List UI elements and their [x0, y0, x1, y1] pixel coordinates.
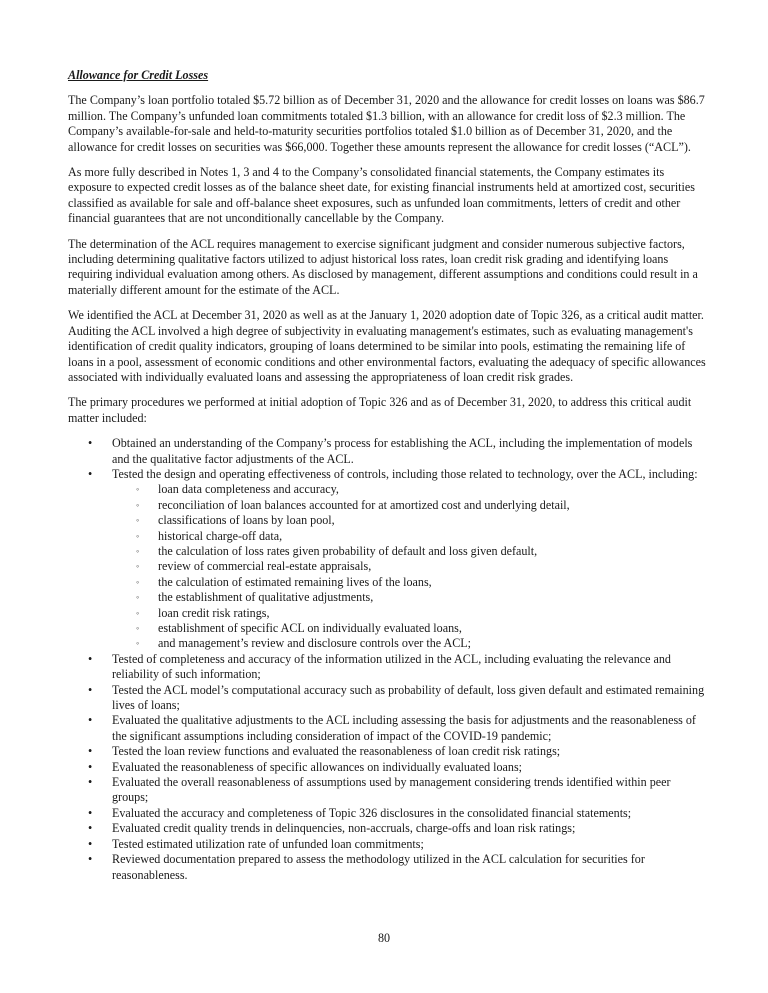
sub-bullet-icon: ◦	[136, 499, 140, 510]
bullet-icon: •	[88, 436, 93, 451]
sub-bullet-icon: ◦	[136, 515, 140, 526]
controls-sublist	[112, 482, 708, 651]
sub-bullet-icon: ◦	[136, 545, 140, 556]
sub-bullet-icon: ◦	[136, 530, 140, 541]
sub-list-item: ◦ the calculation of estimated remaining lives of the loans,	[136, 574, 432, 589]
sub-list-item: ◦ loan data completeness and accuracy,	[136, 482, 339, 497]
list-item: • Tested the design and operating effectiveness of controls, including those related to technology, over the ACL, including: ◦ loan data completeness and accuracy, ◦ reconciliation of loan balances accounted for at amortized cost and underlying detail, ◦ classifications of loans by loan pool, ◦ historical charge-off data, ◦ the calculation of loss rates given probability of default and loss given default, ◦ review of commercial real-estate appraisals, ◦ the calculation of estimated remaining lives of the loans, ◦ the establishment of qualitative adjustments, ◦ loan credit risk ratings, ◦ establishment of specific ACL on individually evaluated loans, ◦ and management’s review and disclosure controls over the ACL;	[112, 467, 708, 652]
bullet-icon: •	[88, 682, 93, 697]
list-item: • Evaluated the qualitative adjustments to the ACL including assessing the basis for adjustments and the reasonableness of the significant assumptions including consideration of impact of the COVID-19 pandemic;	[88, 713, 696, 743]
document-page	[68, 68, 708, 883]
sub-list-item: ◦ classifications of loans by loan pool,	[136, 513, 335, 528]
list-item: • Reviewed documentation prepared to assess the methodology utilized in the ACL calculation for securities for reasonableness.	[88, 852, 645, 882]
sub-list-item: ◦ the calculation of loss rates given probability of default and loss given default,	[136, 543, 538, 558]
sub-list-item: ◦ establishment of specific ACL on individually evaluated loans,	[136, 621, 462, 635]
bullet-icon: •	[88, 651, 93, 666]
paragraph-procedures-intro: The primary procedures we performed at initial adoption of Topic 326 and as of December 31, 2020, to address this critical audit matter included:	[68, 395, 692, 425]
bullet-icon: •	[88, 852, 93, 867]
list-item: • Evaluated credit quality trends in delinquencies, non-accruals, charge-offs and loan risk ratings;	[88, 821, 576, 836]
paragraph-critical-audit-matter: We identified the ACL at December 31, 2020 as well as at the January 1, 2020 adoption date of Topic 326, as a critical audit matter. Auditing the ACL involved a high degree of subjectivity in evaluating management's estimates, such as evaluating management's identification of credit quality indicators, grouping of loans determined to be similar into pools, estimating the remaining life of loans in a pool, assessment of economic conditions and other environmental factors, evaluating the adequacy of specific allowances associated with individually evaluated loans and assessing the appropriateness of loan credit risk grades.	[68, 308, 706, 384]
bullet-icon: •	[88, 713, 93, 728]
paragraph-acl-summary: The Company’s loan portfolio totaled $5.72 billion as of December 31, 2020 and the allowance for credit losses on loans was $86.7 million. The Company’s unfunded loan commitments totaled $1.3 billion, with an allowance for credit loss of $2.3 million. The Company’s available-for-sale and held-to-maturity securities portfolios totaled $1.0 billion as of December 31, 2020, and the allowance for credit losses on securities was $66,000. Together these amounts represent the allowance for credit losses (“ACL”).	[68, 93, 705, 154]
bullet-icon: •	[88, 775, 93, 790]
paragraph-judgment: The determination of the ACL requires management to exercise significant judgment and consider numerous subjective factors, including determining qualitative factors utilized to adjust historical loss rates, loan credit risk grading and identifying loans requiring individual evaluation among others. As disclosed by management, different assumptions and conditions could result in a materially different amount for the estimate of the ACL.	[68, 236, 698, 297]
list-item: • Evaluated the reasonableness of specific allowances on individually evaluated loans;	[88, 759, 523, 774]
bullet-icon: •	[88, 466, 93, 481]
sub-list-item: ◦ and management’s review and disclosure controls over the ACL;	[136, 636, 472, 651]
sub-list-item: ◦ the establishment of qualitative adjustments,	[136, 590, 374, 605]
sub-bullet-icon: ◦	[136, 607, 140, 618]
list-item: • Tested the ACL model’s computational accuracy such as probability of default, loss given default and estimated remaining lives of loans;	[88, 682, 705, 713]
list-item: • Evaluated the accuracy and completeness of Topic 326 disclosures in the consolidated financial statements;	[88, 805, 632, 820]
sub-list-item: ◦ review of commercial real-estate appraisals,	[136, 559, 372, 574]
sub-bullet-icon: ◦	[136, 576, 140, 587]
sub-bullet-icon: ◦	[136, 561, 140, 572]
sub-bullet-icon: ◦	[136, 484, 140, 495]
list-item: • Tested the loan review functions and evaluated the reasonableness of loan credit risk ratings;	[88, 744, 561, 759]
sub-bullet-icon: ◦	[136, 638, 140, 649]
sub-list-item: ◦ loan credit risk ratings,	[136, 605, 270, 620]
bullet-icon: •	[88, 759, 93, 774]
procedures-list	[68, 436, 708, 883]
bullet-icon: •	[88, 821, 93, 836]
sub-bullet-icon: ◦	[136, 592, 140, 603]
list-item: • Obtained an understanding of the Company’s process for establishing the ACL, including the implementation of models and the qualitative factor adjustments of the ACL.	[88, 436, 693, 466]
bullet-icon: •	[88, 836, 93, 851]
sub-bullet-icon: ◦	[136, 623, 140, 633]
page-number: 80	[377, 931, 391, 945]
bullet-icon: •	[88, 805, 93, 820]
list-item: • Evaluated the overall reasonableness of assumptions used by management considering trends identified within peer groups;	[88, 775, 671, 805]
list-item: • Tested of completeness and accuracy of the information utilized in the ACL, including evaluating the relevance and reliability of such information;	[88, 651, 671, 682]
sub-list-item: ◦ historical charge-off data,	[136, 528, 283, 543]
paragraph-notes-description: As more fully described in Notes 1, 3 and 4 to the Company’s consolidated financial statements, the Company estimates its exposure to expected credit losses as of the balance sheet date, for existing financial instruments held at amortized cost, securities classified as available for sale and off-balance sheet exposures, such as unfunded loan commitments, letters of credit and other financial guarantees that are not unconditionally cancellable by the Company.	[68, 165, 695, 226]
list-item: • Tested estimated utilization rate of unfunded loan commitments;	[88, 836, 424, 851]
section-heading: Allowance for Credit Losses	[68, 68, 209, 82]
sub-list-item: ◦ reconciliation of loan balances accounted for at amortized cost and underlying detail,	[136, 497, 570, 512]
bullet-icon: •	[88, 744, 93, 759]
